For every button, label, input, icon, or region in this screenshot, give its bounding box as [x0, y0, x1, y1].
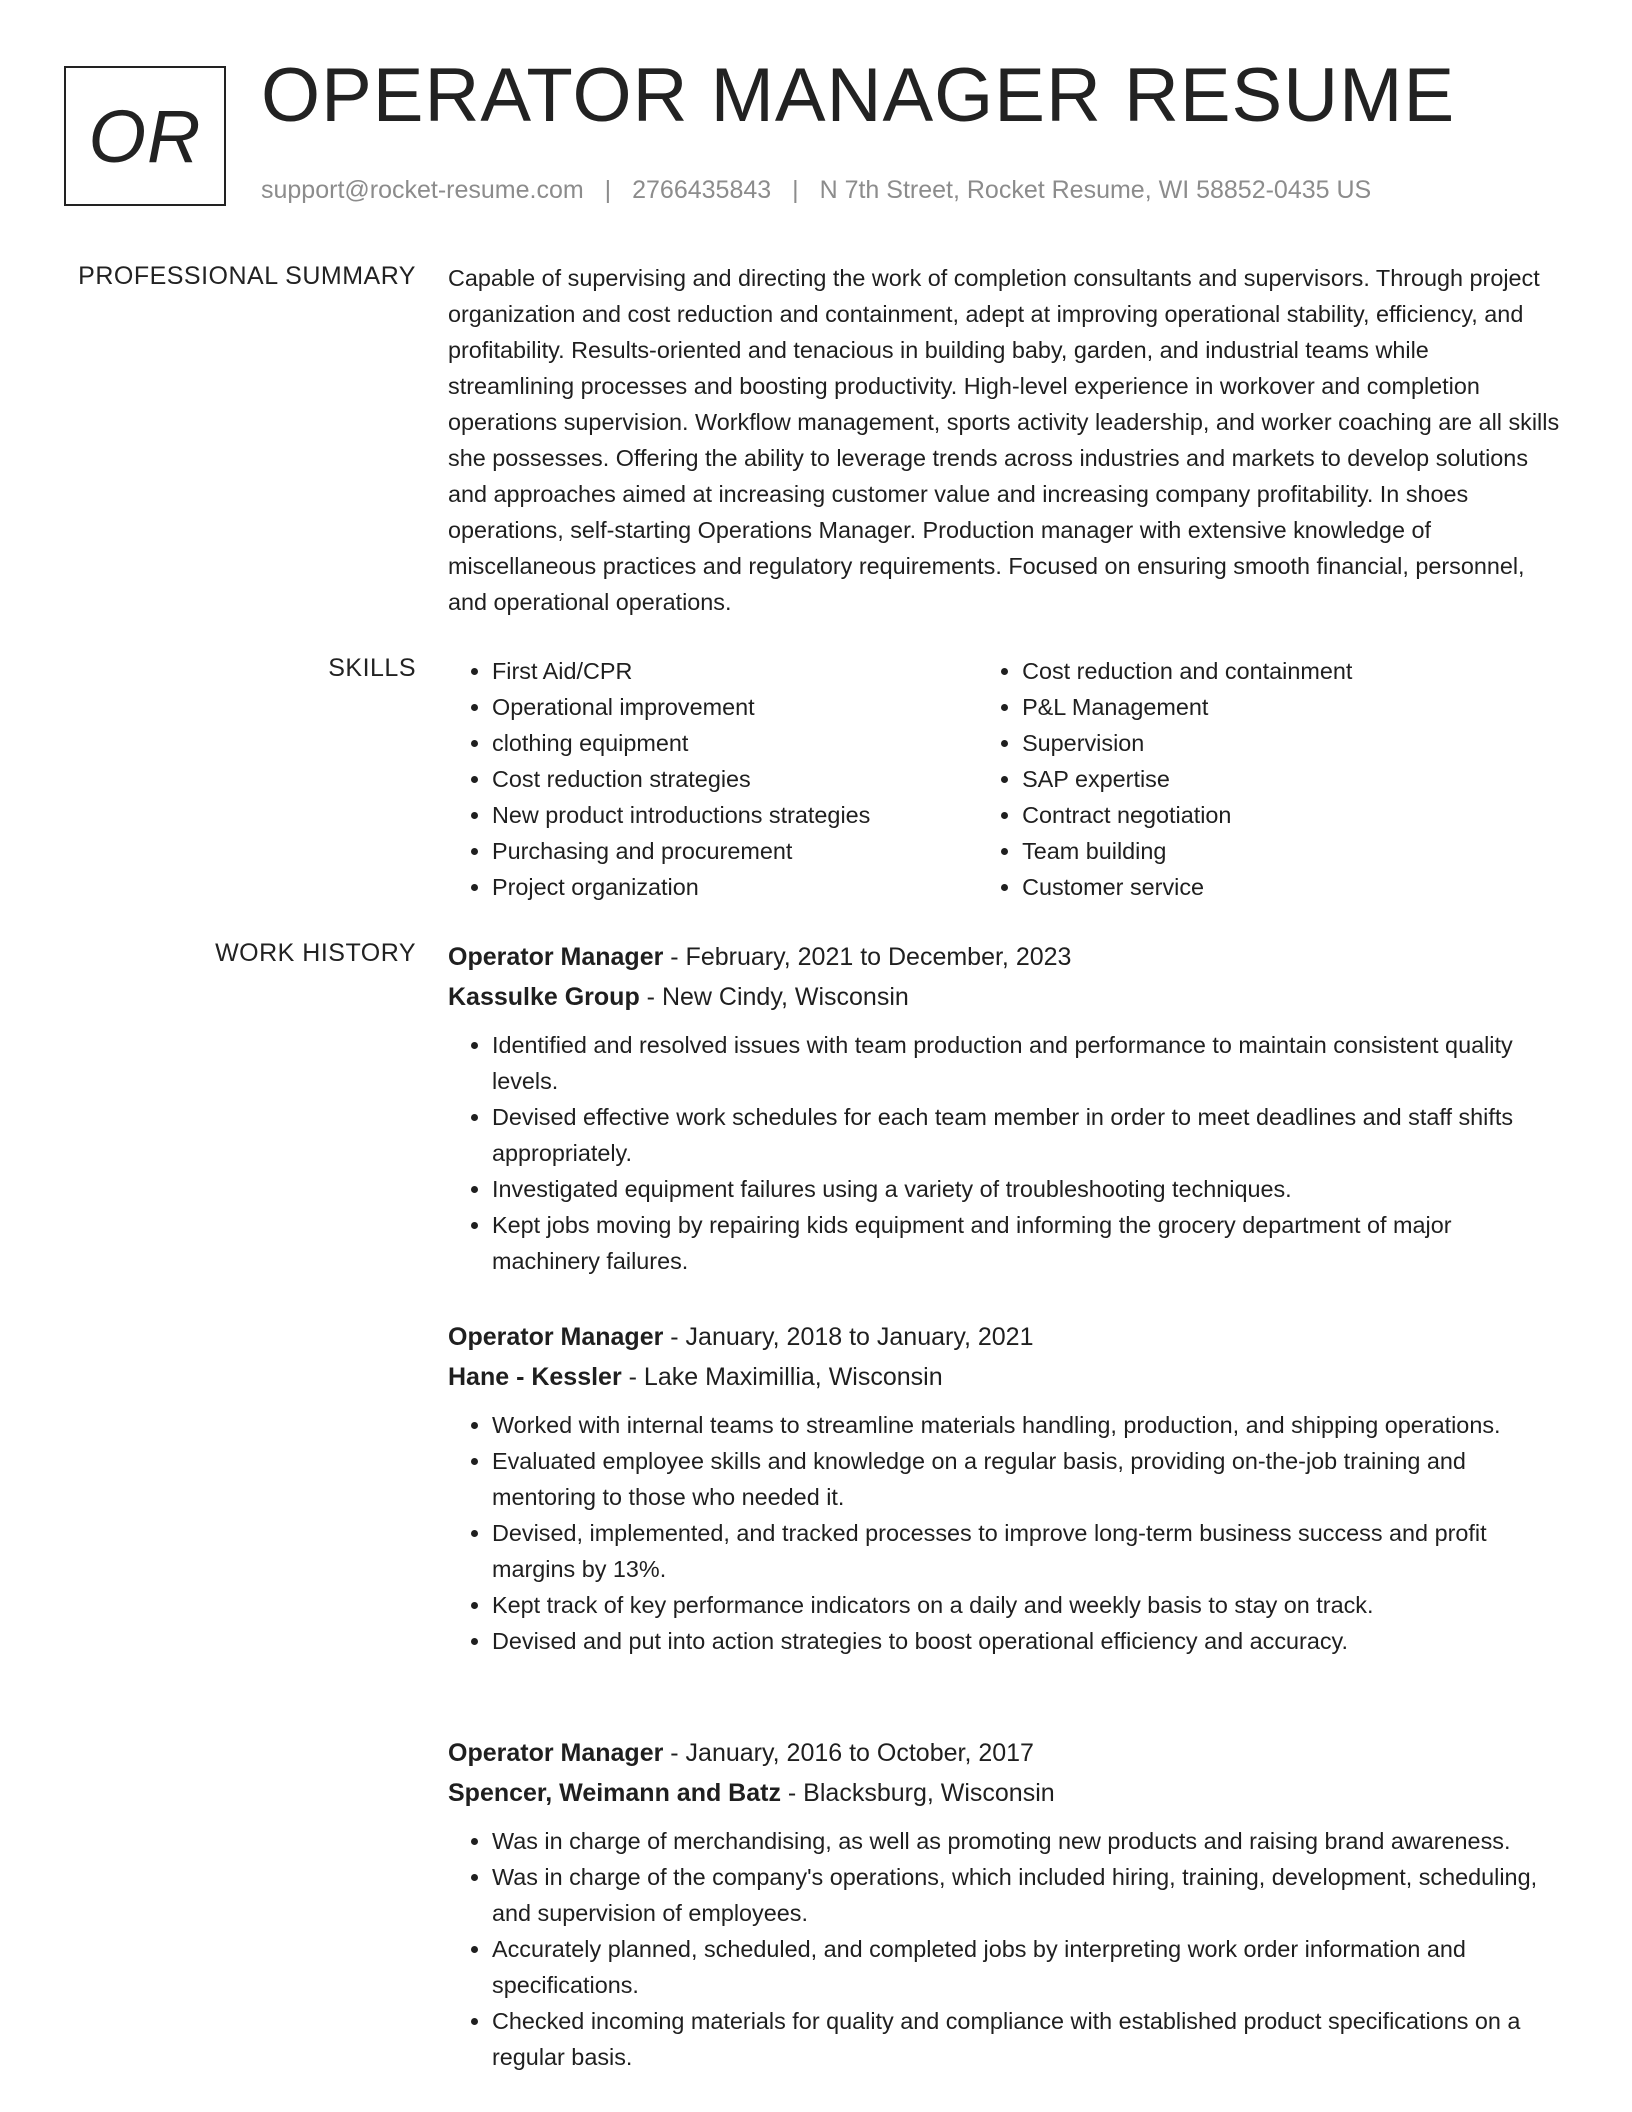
skills-list-right [978, 653, 1560, 905]
job-dates: - January, 2018 to January, 2021 [663, 1323, 1034, 1351]
skill-item: • SAP expertise [1022, 761, 1560, 797]
job-location: - Blacksburg, Wisconsin [780, 1779, 1055, 1807]
list-item: • Worked with internal teams to streamline materials handling, production, and shipping operations. [492, 1407, 1560, 1443]
job-entry [448, 1317, 1560, 1659]
job-title: Operator Manager [448, 1739, 664, 1767]
job-bullets [448, 1823, 1560, 2075]
skill-item: • Supervision [1022, 725, 1560, 761]
skill-item: • Project organization [492, 869, 978, 905]
list-item: • Accurately planned, scheduled, and completed jobs by interpreting work order information and specifications. [492, 1931, 1560, 2003]
job-dates: - January, 2016 to October, 2017 [663, 1739, 1034, 1767]
job-title: Operator Manager [448, 1323, 664, 1351]
summary-text: Capable of supervising and directing the work of completion consultants and supervisors. Through project organization and cost reduction and containment, adept at improving operational stability, efficiency, and profitability. Results-oriented and tenacious in building baby, garden, and industrial teams while streamlining processes and boosting productivity. High-level experience in workover and completion operations supervision. Workflow management, sports activity leadership, and worker coaching are all skills she possesses. Offering the ability to leverage trends across industries and markets to develop solutions and approaches aimed at increasing customer value and increasing company profitability. In shoes operations, self-starting Operations Manager. Production manager with extensive knowledge of miscellaneous practices and regulatory requirements. Focused on ensuring smooth financial, personnel, and operational operations. [448, 265, 1560, 615]
list-item: • Devised, implemented, and tracked processes to improve long-term business success and profit margins by 13%. [492, 1515, 1560, 1587]
skill-item: • Operational improvement [492, 689, 978, 725]
skill-item: • New product introductions strategies [492, 797, 978, 833]
job-company: Spencer, Weimann and Batz [448, 1779, 781, 1807]
work-history-heading: WORK HISTORY [215, 939, 416, 967]
skill-item: • First Aid/CPR [492, 653, 978, 689]
job-company-line [448, 977, 1560, 1017]
summary-section [448, 260, 1560, 620]
job-title-line [448, 1733, 1560, 1773]
skill-item: • Contract negotiation [1022, 797, 1560, 833]
list-item: • Identified and resolved issues with team production and performance to maintain consistent quality levels. [492, 1027, 1560, 1099]
job-entry [448, 1733, 1560, 2075]
skill-item: • Customer service [1022, 869, 1560, 905]
list-item: • Investigated equipment failures using a variety of troubleshooting techniques. [492, 1171, 1560, 1207]
job-company: Kassulke Group [448, 983, 640, 1011]
skills-section [448, 653, 1560, 905]
job-bullets [448, 1027, 1560, 1279]
job-title: Operator Manager [448, 943, 664, 971]
job-title-line [448, 937, 1560, 977]
job-company-line [448, 1357, 1560, 1397]
contact-separator: | [792, 176, 799, 204]
job-company: Hane - Kessler [448, 1363, 622, 1391]
list-item: • Kept jobs moving by repairing kids equipment and informing the grocery department of major machinery failures. [492, 1207, 1560, 1279]
skills-heading: SKILLS [328, 654, 416, 682]
contact-line [261, 176, 1371, 205]
skills-list-left [448, 653, 978, 905]
job-location: - New Cindy, Wisconsin [639, 983, 909, 1011]
list-item: • Kept track of key performance indicators on a daily and weekly basis to stay on track. [492, 1587, 1560, 1623]
contact-address: N 7th Street, Rocket Resume, WI 58852-0435 US [819, 176, 1372, 204]
contact-separator: | [604, 176, 612, 204]
monogram-logo: OR [64, 66, 226, 206]
skill-item: • clothing equipment [492, 725, 978, 761]
contact-email: support@rocket-resume.com [261, 176, 584, 204]
job-bullets [448, 1407, 1560, 1659]
list-item: • Evaluated employee skills and knowledge on a regular basis, providing on-the-job training and mentoring to those who needed it. [492, 1443, 1560, 1515]
list-item: • Was in charge of merchandising, as well as promoting new products and raising brand awareness. [492, 1823, 1560, 1859]
job-dates: - February, 2021 to December, 2023 [663, 943, 1072, 971]
page-title: OPERATOR MANAGER RESUME [261, 53, 1456, 138]
job-title-line [448, 1317, 1560, 1357]
skill-item: • P&L Management [1022, 689, 1560, 725]
skill-item: • Purchasing and procurement [492, 833, 978, 869]
job-location: - Lake Maximillia, Wisconsin [621, 1363, 943, 1391]
skill-item: • Team building [1022, 833, 1560, 869]
list-item: • Devised effective work schedules for each team member in order to meet deadlines and staff shifts appropriately. [492, 1099, 1560, 1171]
skill-item: • Cost reduction strategies [492, 761, 978, 797]
summary-heading: PROFESSIONAL SUMMARY [78, 262, 416, 290]
job-entry [448, 937, 1560, 1279]
list-item: • Checked incoming materials for quality and compliance with established product specifications on a regular basis. [492, 2003, 1560, 2075]
job-company-line [448, 1773, 1560, 1813]
skill-item: • Cost reduction and containment [1022, 653, 1560, 689]
contact-phone: 2766435843 [632, 176, 772, 204]
list-item: • Devised and put into action strategies to boost operational efficiency and accuracy. [492, 1623, 1560, 1659]
list-item: • Was in charge of the company's operations, which included hiring, training, development, scheduling, and supervision of employees. [492, 1859, 1560, 1931]
